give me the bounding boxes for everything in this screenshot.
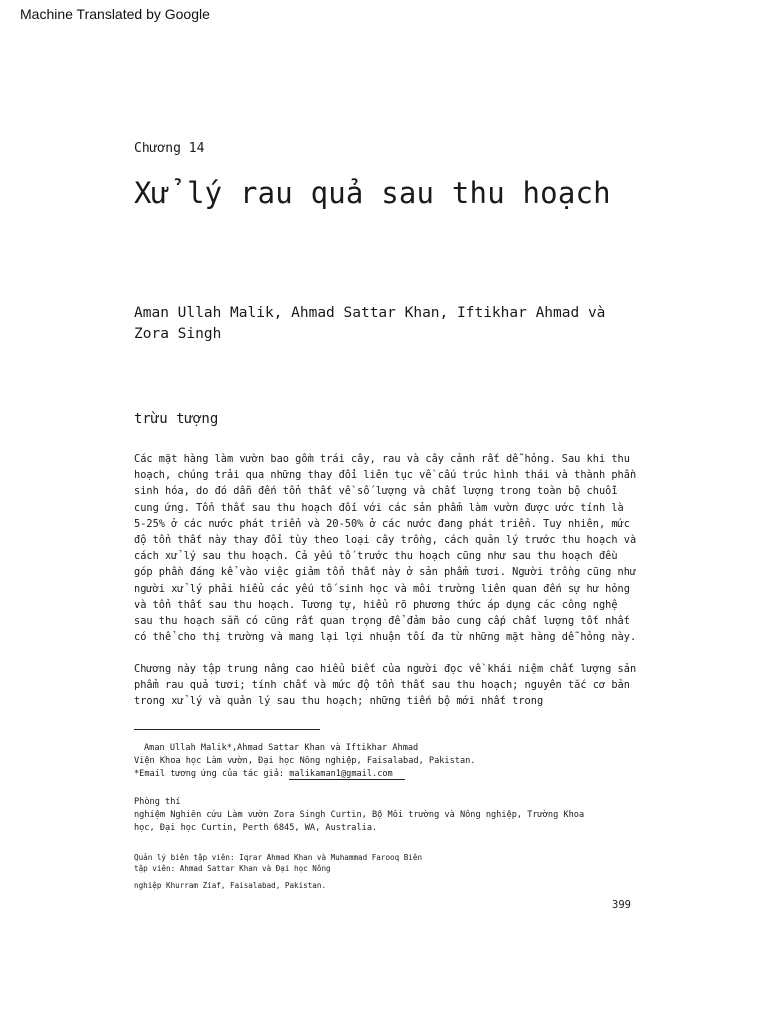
footnote-authors: Aman Ullah Malik*,Ahmad Sattar Khan và Iftikhar Ahmad — [144, 743, 419, 753]
text-line: cung ứng. Tổn thất sau thu hoạch đối với các sản phẩm làm vườn được ước tính là — [134, 501, 624, 514]
text-line: Quản lý biên tập viên: Iqrar Ahmad Khan và Muhammad Farooq Biên — [134, 853, 423, 862]
text-line: và tổn thất sau thu hoạch. Tương tự, hiểu rõ phương thức áp dụng các công nghệ — [134, 598, 618, 611]
text-line: cách xử lý sau thu hoạch. Cả yếu tố trước thu hoạch cũng như sau thu hoạch đều — [134, 550, 618, 563]
abstract-paragraph-2 — [134, 661, 639, 710]
footnote-affiliation-2 — [134, 796, 639, 835]
text-line: Phòng thí — [134, 797, 181, 807]
chapter-label: Chương 14 — [134, 141, 205, 156]
text-line: tập viên: Ahmad Sattar Khan và Đại học Nông — [134, 864, 331, 873]
text-line: phẩm rau quả tươi; tính chất và mức độ tổn thất sau thu hoạch; nguyên tắc cơ bản — [134, 679, 630, 692]
text-line: Các mặt hàng làm vườn bao gồm trái cây, rau và cây cảnh rất dễ hỏng. Sau khi thu — [134, 453, 630, 465]
author-line-2: Zora Singh — [134, 326, 222, 342]
text-line: Chương này tập trung nâng cao hiểu biết của người đọc về khái niệm chất lượng sản — [134, 663, 637, 675]
author-line-1: Aman Ullah Malik, Ahmad Sattar Khan, Iftikhar Ahmad và — [134, 305, 606, 321]
abstract-heading: trừu tượng — [134, 411, 219, 427]
text-line: hoạch, chúng trải qua những thay đổi liên tục về cấu trúc hình thái và thành phần — [134, 469, 637, 482]
text-line: trong xử lý và quản lý sau thu hoạch; những tiến bộ mới nhất trong — [134, 695, 544, 708]
footnote-divider — [134, 729, 320, 730]
text-line: có thể cho thị trường và mang lại lợi nhuận tối đa từ những mặt hàng dễ hỏng này. — [134, 631, 637, 644]
text-line: góp phần đáng kể vào việc giảm tổn thất này ở sản phẩm tươi. Người trồng cũng như — [134, 566, 637, 579]
email-label: *Email tương ứng của tác giả: — [134, 769, 285, 779]
text-line: 5-25% ở các nước phát triển và 20-50% ở các nước đang phát triển. Tuy nhiên, mức — [134, 517, 630, 530]
text-line: độ tổn thất này thay đổi tùy theo loại cây trồng, cách quản lý trước thu hoạch và — [134, 534, 637, 547]
text-line: sau thu hoạch sẵn có cũng rất quan trọng để đảm bảo cung cấp chất lượng tốt nhất — [134, 615, 630, 628]
footnote-institution: Viện Khoa học Làm vườn, Đại học Nông nghiệp, Faisalabad, Pakistan. — [134, 756, 476, 766]
machine-translation-banner: Machine Translated by Google — [20, 6, 210, 22]
author-list — [134, 303, 634, 345]
chapter-title: Xử lý rau quả sau thu hoạch — [134, 176, 611, 210]
text-line: học, Đại học Curtin, Perth 6845, WA, Australia. — [134, 823, 378, 833]
abstract-paragraph-1 — [134, 451, 639, 645]
page-number: 399 — [612, 899, 631, 911]
text-line: nghiệp Khurram Ziaf, Faisalabad, Pakistan. — [134, 881, 327, 890]
email-link[interactable]: malikaman1@gmail.com — [289, 769, 404, 780]
footnote-affiliation-1 — [134, 742, 639, 781]
text-line: sinh hóa, do đó dẫn đến tổn thất về số lượng và chất lượng trong toàn bộ chuỗi — [134, 485, 618, 498]
footnote-editors — [134, 852, 639, 891]
text-line: người xử lý phải hiểu các yếu tố sinh học và môi trường liên quan đến sự hư hỏng — [134, 582, 630, 595]
footnote-email-line — [134, 768, 639, 781]
text-line: nghiệm Nghiên cứu Làm vườn Zora Singh Curtin, Bộ Môi trường và Nông nghiệp, Trường Khoa — [134, 810, 585, 820]
